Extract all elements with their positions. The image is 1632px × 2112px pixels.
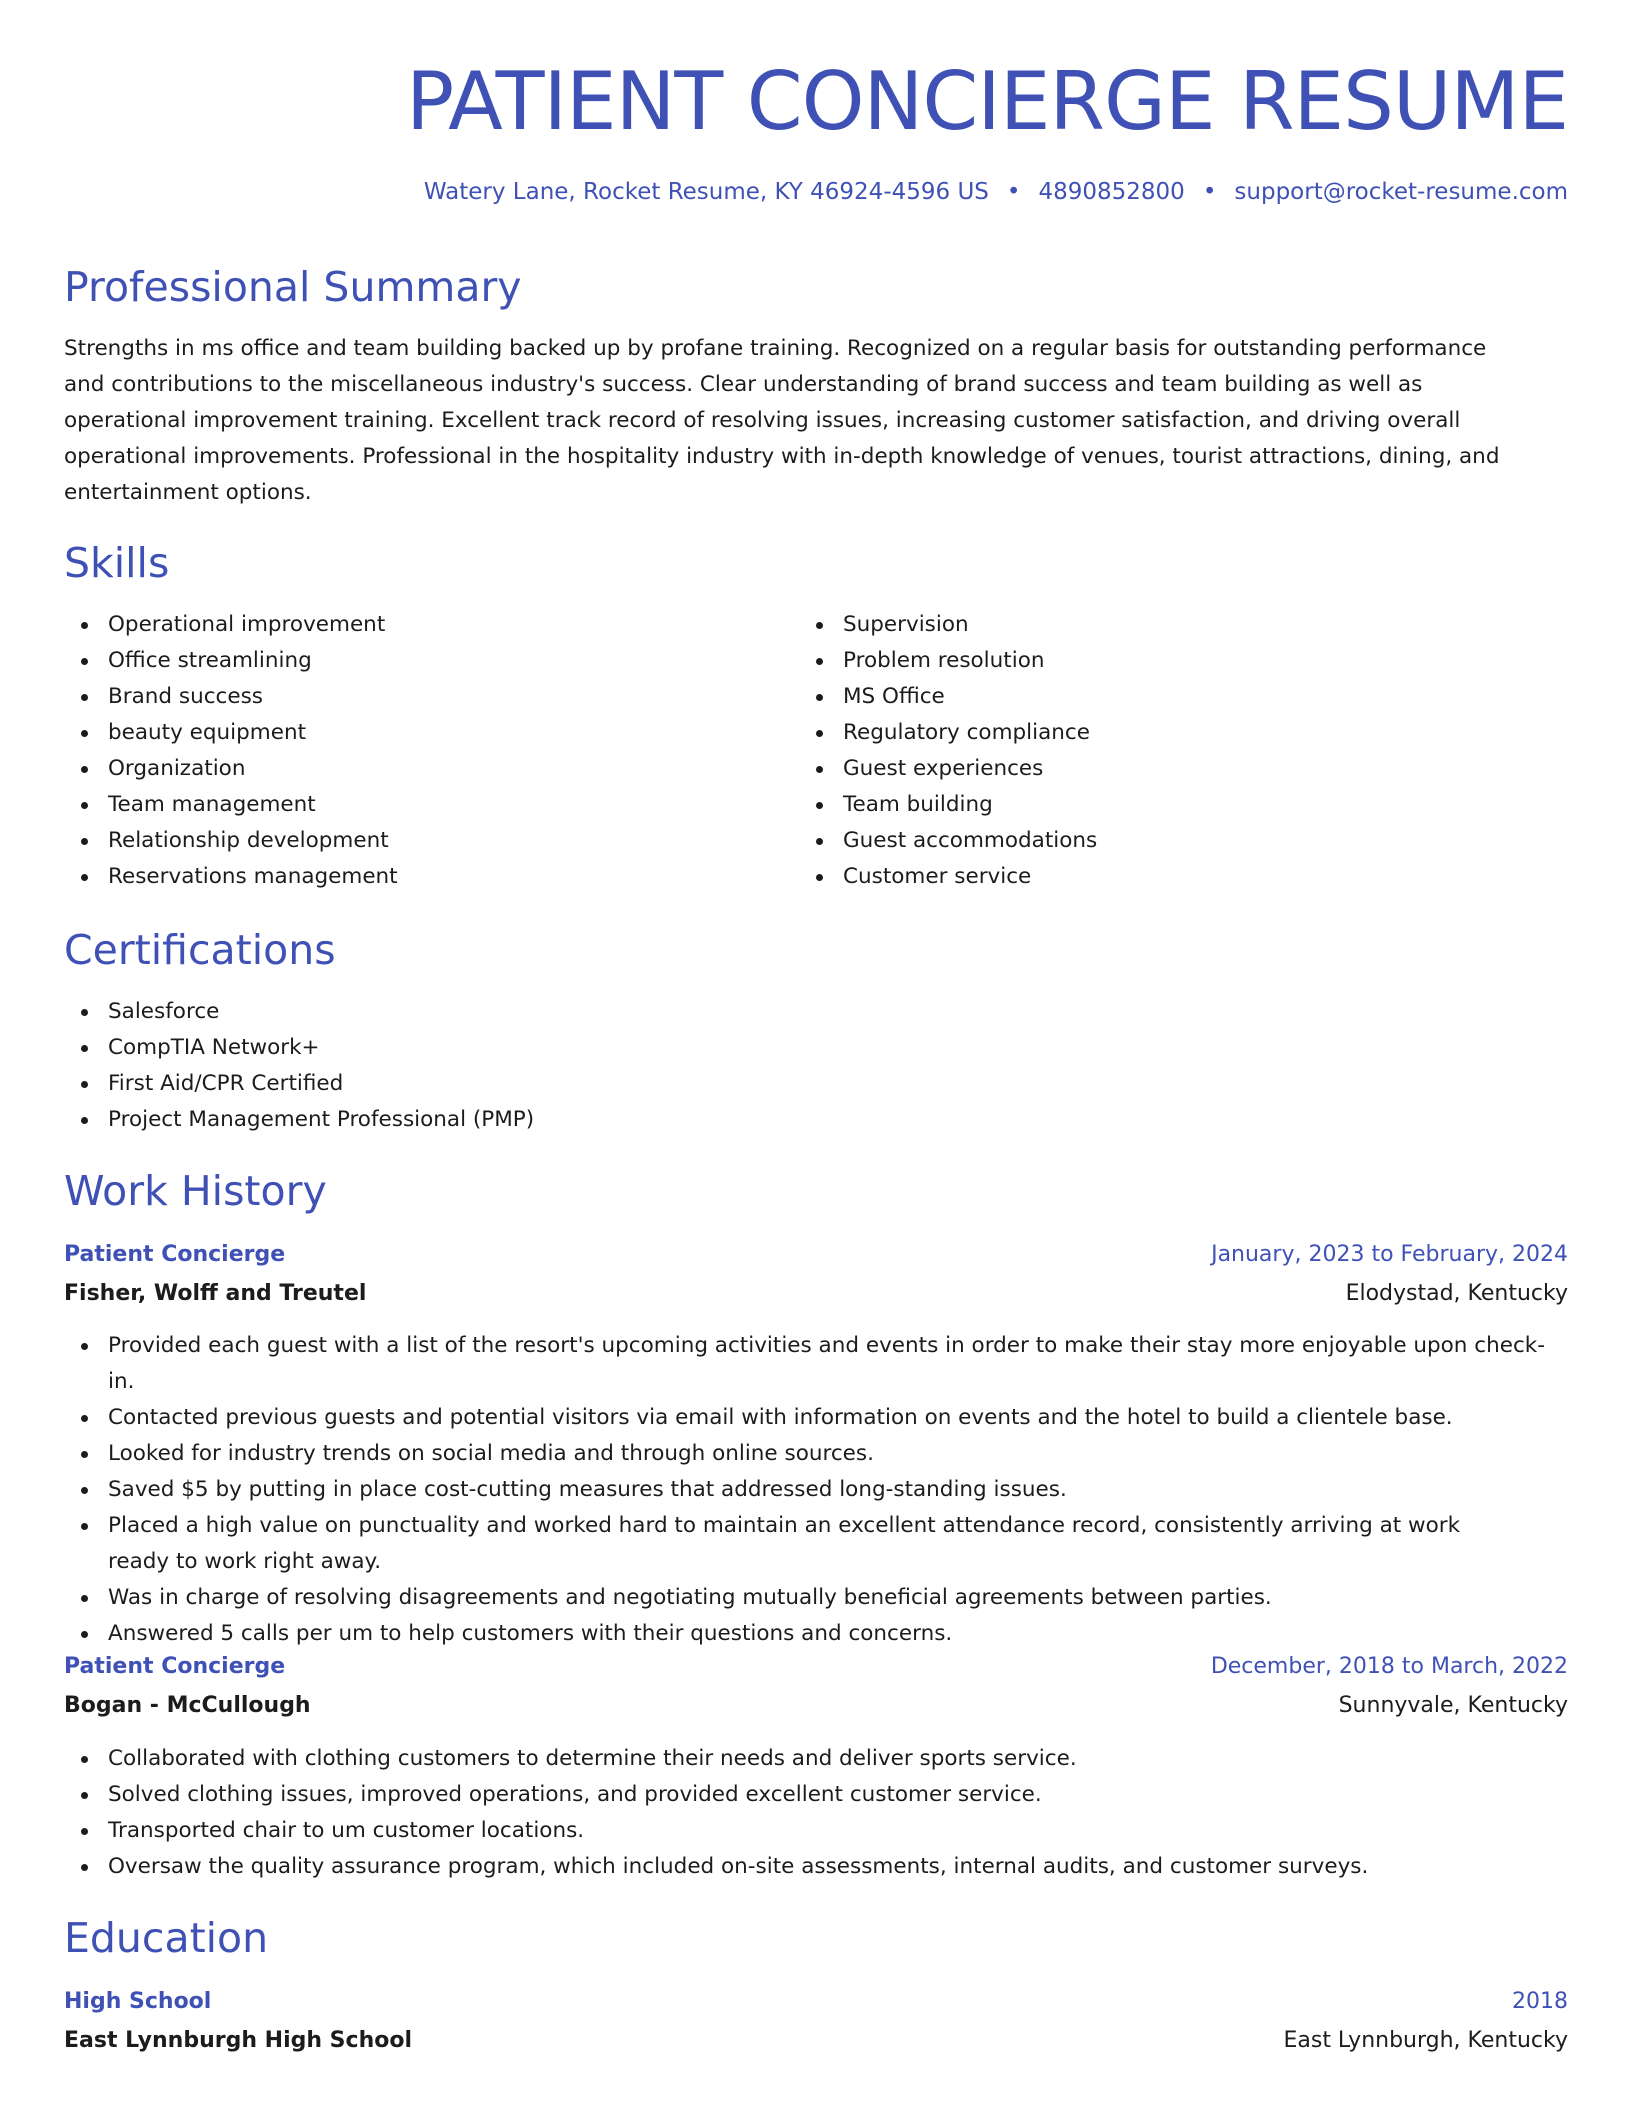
summary-heading: Professional Summary (64, 263, 522, 311)
certification-item: Project Management Professional (PMP) (64, 1102, 1564, 1138)
education-school: East Lynnburgh High School (64, 2028, 413, 2053)
job-location: Sunnyvale, Kentucky (1338, 1693, 1568, 1718)
skill-item: Customer service (799, 859, 1499, 895)
job-header (64, 1649, 1568, 1685)
skill-item: Reservations management (64, 859, 764, 895)
skill-item: Problem resolution (799, 643, 1499, 679)
job-dates: December, 2018 to March, 2022 (1210, 1654, 1568, 1679)
job-location: Elodystad, Kentucky (1345, 1281, 1568, 1306)
education-subheader (64, 2023, 1568, 2059)
education-year: 2018 (1512, 1989, 1568, 2014)
certifications-heading: Certifications (64, 926, 336, 974)
education-location: East Lynnburgh, Kentucky (1283, 2028, 1568, 2053)
contact-email: support@rocket-resume.com (1234, 179, 1568, 205)
job-dates: January, 2023 to February, 2024 (1211, 1242, 1568, 1267)
job-title: Patient Concierge (64, 1654, 286, 1679)
skills-heading: Skills (64, 539, 170, 587)
skill-item: Team management (64, 787, 764, 823)
job-bullet: Placed a high value on punctuality and worked hard to maintain an excellent attendance record, consistently arriving at work ready to work right away. (64, 1508, 1564, 1580)
work-history-heading: Work History (64, 1167, 327, 1215)
skill-item: Brand success (64, 679, 764, 715)
skill-item: Guest experiences (799, 751, 1499, 787)
certification-item: Salesforce (64, 994, 1564, 1030)
skill-item: Relationship development (64, 823, 764, 859)
job-bullet: Transported chair to um customer locations. (64, 1813, 1564, 1849)
job-title: Patient Concierge (64, 1242, 286, 1267)
contact-phone: 4890852800 (1038, 179, 1185, 205)
skill-item: Operational improvement (64, 607, 764, 643)
job-bullet: Was in charge of resolving disagreements and negotiating mutually beneficial agreements between parties. (64, 1580, 1564, 1616)
skill-item: Team building (799, 787, 1499, 823)
skill-item: Organization (64, 751, 764, 787)
job-subheader (64, 1688, 1568, 1724)
skill-item: Guest accommodations (799, 823, 1499, 859)
job-header (64, 1237, 1568, 1273)
education-heading: Education (64, 1914, 269, 1962)
resume-title: PATIENT CONCIERGE RESUME (405, 55, 1568, 148)
contact-line (424, 176, 1568, 208)
skill-item: Office streamlining (64, 643, 764, 679)
job-bullet: Oversaw the quality assurance program, which included on-site assessments, internal audits, and customer surveys. (64, 1849, 1564, 1885)
contact-separator: • (1006, 179, 1021, 205)
skill-item: beauty equipment (64, 715, 764, 751)
job-bullet: Contacted previous guests and potential visitors via email with information on events and the hotel to build a clientele base. (64, 1400, 1564, 1436)
summary-text: Strengths in ms office and team building backed up by profane training. Recognized on a regular basis for outstanding performance and contributions to the miscellaneous industry's success. Clear understanding of brand success and team building as well as operational improvement training. Excellent track record of resolving issues, increasing customer satisfaction, and driving overall operational improvements. Professional in the hospitality industry with in-depth knowledge of venues, tourist attractions, dining, and entertainment options. (64, 336, 1500, 505)
contact-separator: • (1202, 179, 1217, 205)
certification-item: First Aid/CPR Certified (64, 1066, 1564, 1102)
job-bullet: Answered 5 calls per um to help customers with their questions and concerns. (64, 1616, 1564, 1652)
job-bullet: Provided each guest with a list of the resort's upcoming activities and events in order to make their stay more enjoyable upon check-in. (64, 1328, 1564, 1400)
skills-list-left (64, 607, 764, 895)
job-bullet: Looked for industry trends on social media and through online sources. (64, 1436, 1564, 1472)
skill-item: Regulatory compliance (799, 715, 1499, 751)
job-bullets (64, 1741, 1564, 1885)
skill-item: MS Office (799, 679, 1499, 715)
certification-item: CompTIA Network+ (64, 1030, 1564, 1066)
skills-list-right (799, 607, 1499, 895)
job-bullet: Solved clothing issues, improved operations, and provided excellent customer service. (64, 1777, 1564, 1813)
skill-item: Supervision (799, 607, 1499, 643)
job-bullet: Saved $5 by putting in place cost-cutting measures that addressed long-standing issues. (64, 1472, 1564, 1508)
job-company: Bogan - McCullough (64, 1693, 311, 1718)
education-degree: High School (64, 1989, 212, 2014)
job-company: Fisher, Wolff and Treutel (64, 1281, 367, 1306)
education-header (64, 1984, 1568, 2020)
job-bullets (64, 1328, 1564, 1652)
contact-address: Watery Lane, Rocket Resume, KY 46924-4596 US (423, 179, 989, 205)
job-subheader (64, 1276, 1568, 1312)
certifications-list (64, 994, 1564, 1138)
job-bullet: Collaborated with clothing customers to determine their needs and deliver sports service. (64, 1741, 1564, 1777)
